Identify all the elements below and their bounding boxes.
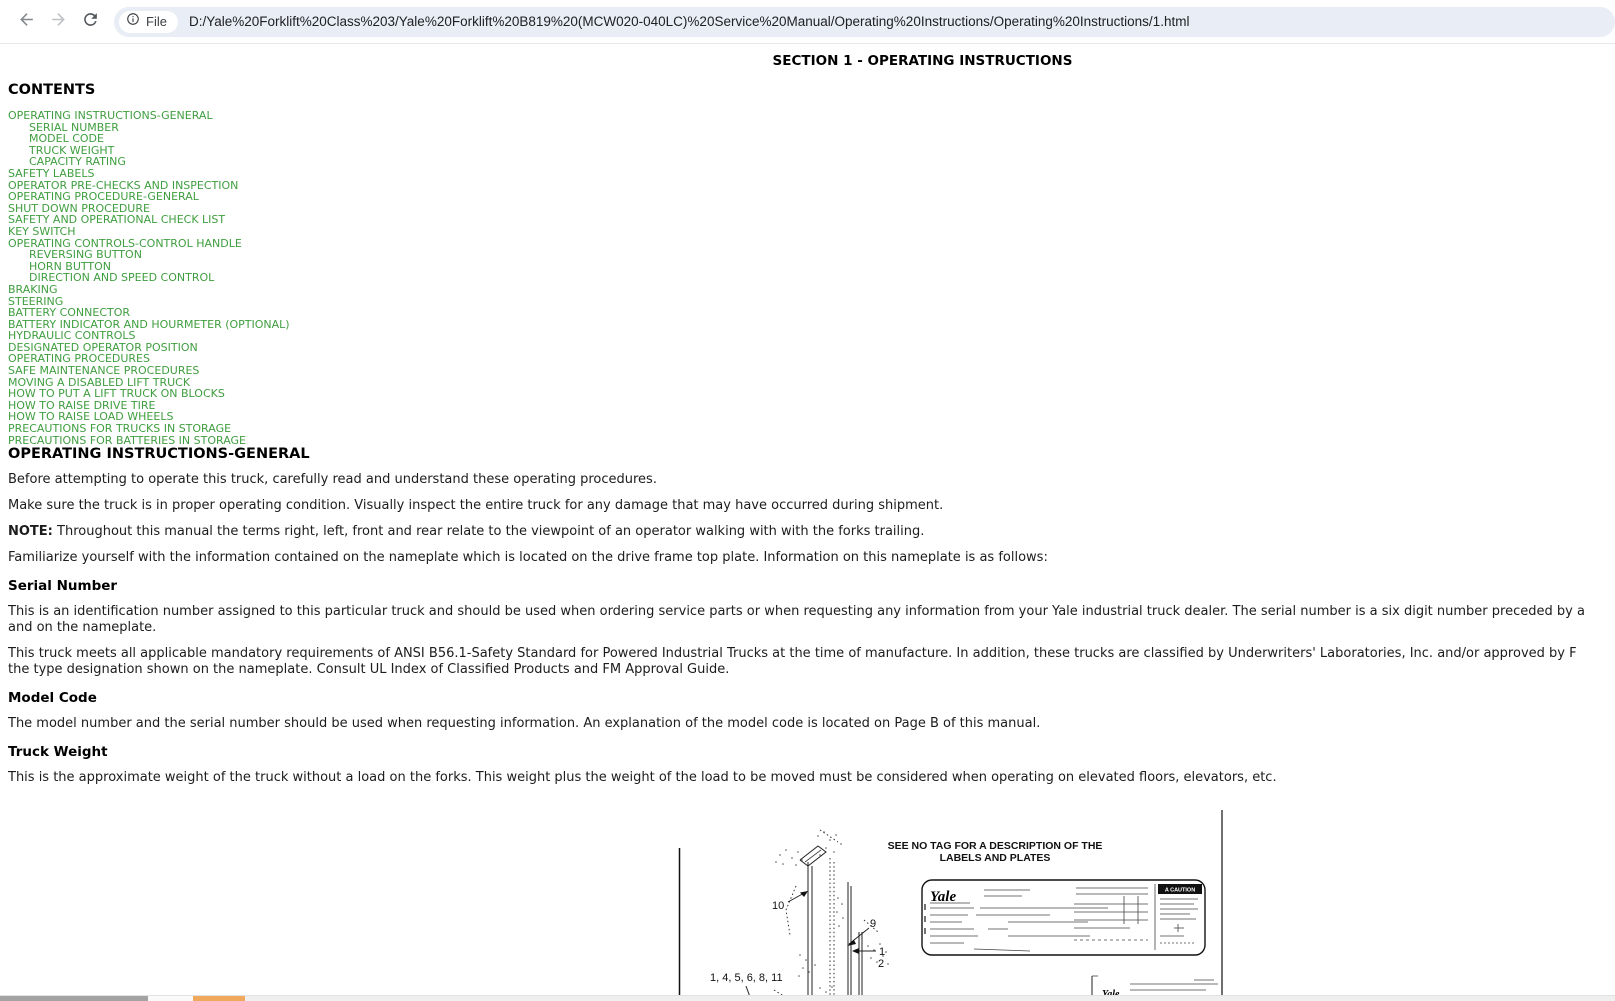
figure-illustration (678, 800, 1224, 1001)
paragraph-line: The model number and the serial number should be used when requesting information. An explanation of the model code is located on Page B of this manual. (8, 716, 1041, 732)
file-scheme-label: File (146, 14, 167, 29)
yale-logo: Yale (930, 889, 957, 905)
toc-link[interactable]: REVERSING BUTTON (29, 248, 142, 262)
toc-link[interactable]: HOW TO PUT A LIFT TRUCK ON BLOCKS (8, 387, 225, 401)
refresh-icon (81, 10, 100, 34)
paragraph-line: NOTE: Throughout this manual the terms right, left, front and rear relate to the viewpoint of an operator walking with with the forks trailing. (8, 524, 925, 540)
scrollbar-gap (148, 996, 193, 1001)
paragraph (8, 550, 1615, 566)
callout-2: 2 (878, 958, 885, 970)
callout-10-arrowhead (800, 891, 808, 897)
paragraph-line: and on the nameplate. (8, 620, 157, 636)
callout-1: 1 (879, 946, 886, 958)
paragraph (8, 604, 1615, 636)
toc-link[interactable]: DIRECTION AND SPEED CONTROL (29, 271, 215, 285)
toc-link[interactable]: MODEL CODE (29, 132, 104, 146)
info-circle-icon (126, 12, 140, 31)
browser-forward-button[interactable] (42, 6, 74, 38)
callout-10: 10 (772, 900, 785, 912)
toc-link[interactable]: SAFETY AND OPERATIONAL CHECK LIST (8, 213, 226, 227)
forklift-mast-drawing (710, 830, 889, 1001)
section-heading: OPERATING INSTRUCTIONS-GENERAL (8, 446, 310, 463)
section-heading: Serial Number (8, 578, 118, 595)
toc-link[interactable]: MOVING A DISABLED LIFT TRUCK (8, 375, 191, 389)
section-heading: Truck Weight (8, 744, 108, 761)
paragraph-line: Before attempting to operate this truck, carefully read and understand these operating procedures. (8, 472, 657, 488)
address-bar[interactable] (114, 7, 1615, 37)
paragraph-line: This is the approximate weight of the truck without a load on the forks. This weight plus the weight of the load to be moved must be considered when operating on elevated floors, elevators, etc. (8, 770, 1277, 786)
toc-link[interactable]: KEY SWITCH (8, 224, 76, 238)
horizontal-scrollbar[interactable] (0, 995, 1615, 1001)
url-text[interactable]: D:/Yale%20Forklift%20Class%203/Yale%20Forklift%20B819%20(MCW020-040LC)%20Service%20Manual/Operating%20Instructions/Operating%20Instructions/1.html (188, 14, 1190, 29)
figure-caption-line2: LABELS AND PLATES (939, 852, 1051, 864)
callout-group: 1, 4, 5, 6, 8, 11 (710, 972, 783, 984)
paragraph (8, 498, 1615, 514)
file-scheme-badge[interactable] (119, 11, 178, 33)
toc-link[interactable]: HOW TO RAISE DRIVE TIRE (8, 398, 156, 412)
figure-caption-line1: SEE NO TAG FOR A DESCRIPTION OF THE (887, 840, 1103, 852)
paragraph-line: the type designation shown on the nameplate. Consult UL Index of Classified Products and FM Approval Guide. (8, 662, 730, 678)
toc-link[interactable]: HYDRAULIC CONTROLS (8, 329, 136, 343)
paragraph-line: This is an identification number assigned to this particular truck and should be used when ordering service parts or when requesting any information from your Yale industrial truck dealer. The serial number is a six digit number preceded by a (8, 604, 1585, 620)
paragraph-line: Make sure the truck is in proper operating condition. Visually inspect the entire truck for any damage that may have occurred during shipment. (8, 498, 944, 514)
toc-link[interactable]: HOW TO RAISE LOAD WHEELS (8, 410, 174, 424)
toc-link[interactable]: SHUT DOWN PROCEDURE (8, 201, 150, 215)
toc-link[interactable]: OPERATING PROCEDURE-GENERAL (8, 190, 199, 204)
paragraph (8, 472, 1615, 488)
arrow-right-icon (49, 10, 68, 34)
callout-1-arrowhead (852, 948, 859, 954)
sketch-speckles (775, 831, 889, 999)
section-heading: Model Code (8, 690, 97, 707)
toc-link[interactable]: PRECAUTIONS FOR BATTERIES IN STORAGE (8, 433, 246, 447)
toc-link[interactable]: CAPACITY RATING (29, 155, 126, 169)
toc-link[interactable]: BRAKING (8, 282, 58, 296)
toc-link[interactable]: OPERATOR PRE-CHECKS AND INSPECTION (8, 178, 239, 192)
toc-link[interactable]: BATTERY CONNECTOR (8, 306, 131, 320)
page-title: SECTION 1 - OPERATING INSTRUCTIONS (772, 53, 1073, 69)
nameplate-drawing (922, 880, 1205, 955)
scrollbar-marker (193, 996, 245, 1001)
toc-link[interactable]: PRECAUTIONS FOR TRUCKS IN STORAGE (8, 422, 232, 436)
toc-link[interactable]: BATTERY INDICATOR AND HOURMETER (OPTIONAL) (8, 317, 290, 331)
article (8, 446, 1615, 786)
toc-link[interactable]: HORN BUTTON (29, 259, 112, 273)
browser-reload-button[interactable] (74, 6, 106, 38)
arrow-left-icon (17, 10, 36, 34)
scrollbar-thumb[interactable] (0, 996, 148, 1001)
page-content (0, 45, 1615, 1001)
browser-toolbar (0, 0, 1615, 44)
paragraph (8, 646, 1615, 678)
toc-link[interactable]: DESIGNATED OPERATOR POSITION (8, 340, 198, 354)
toc-link[interactable]: OPERATING INSTRUCTIONS-GENERAL (8, 109, 213, 122)
toc-link[interactable]: SAFE MAINTENANCE PROCEDURES (8, 364, 200, 378)
caution-label: A CAUTION (1164, 887, 1196, 894)
toc-link[interactable]: SERIAL NUMBER (29, 120, 119, 134)
paragraph (8, 770, 1615, 786)
callout-9: 9 (870, 918, 877, 930)
contents-heading: CONTENTS (8, 82, 96, 98)
toc-link[interactable]: STEERING (8, 294, 64, 308)
toc-link[interactable]: OPERATING PROCEDURES (8, 352, 150, 366)
toc-link[interactable]: TRUCK WEIGHT (29, 143, 115, 157)
toc-list (8, 110, 1615, 446)
paragraph-line: Familiarize yourself with the information contained on the nameplate which is located on the drive frame top plate. Information on this nameplate is as follows: (8, 550, 1048, 566)
paragraph (8, 524, 1615, 540)
browser-back-button[interactable] (10, 6, 42, 38)
toc-link[interactable]: SAFETY LABELS (8, 166, 95, 180)
paragraph (8, 716, 1615, 732)
toc-link[interactable]: OPERATING CONTROLS-CONTROL HANDLE (8, 236, 242, 250)
document (0, 45, 1615, 786)
paragraph-line: This truck meets all applicable mandatory requirements of ANSI B56.1-Safety Standard for Powered Industrial Trucks at the time of manufacture. In addition, these trucks are classified by Underwriters' Laboratories, Inc. and/or approved by F (8, 646, 1577, 662)
